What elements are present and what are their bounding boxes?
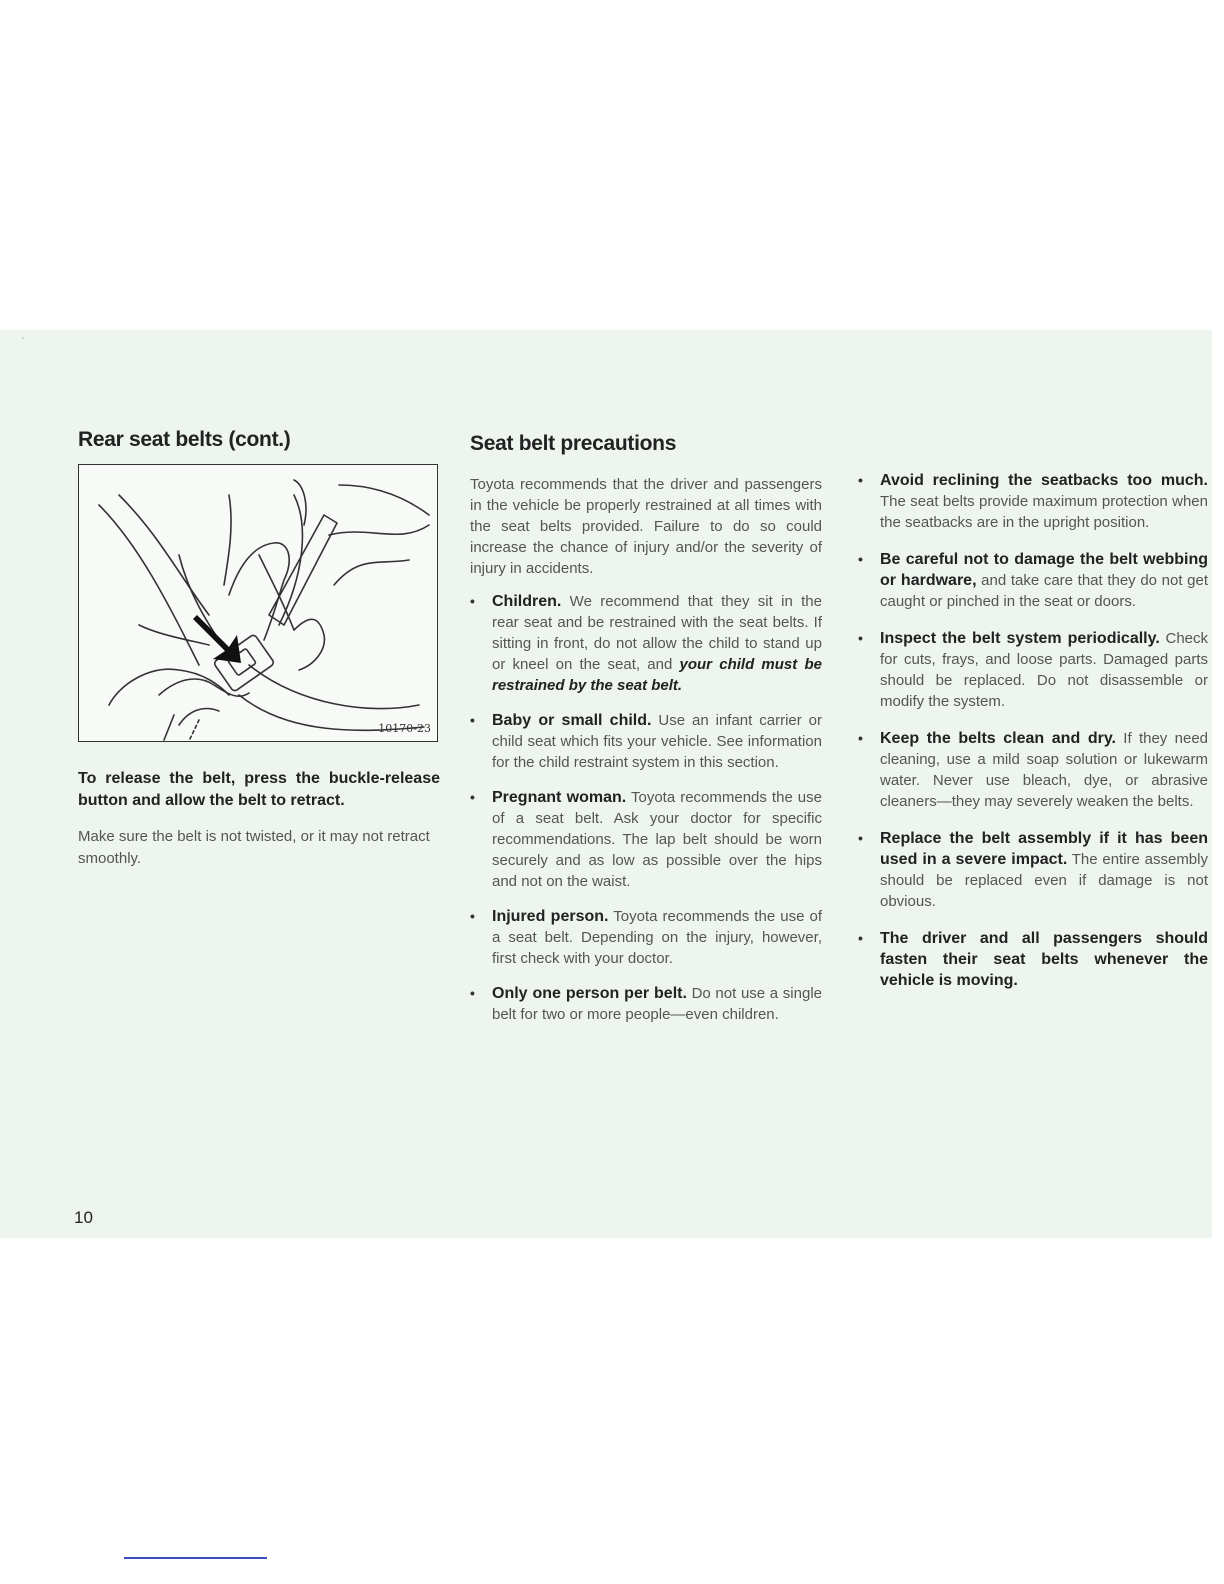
list-item: • Pregnant woman. Toyota recommends the use of a seat belt. Ask your doctor for specific recommendations. The lap belt should be worn securely and as low as possible over the hips and not on the waist. [470,789,822,890]
divider [124,1557,267,1559]
scan-mark: ' [22,336,24,347]
list-item: • Replace the belt assembly if it has been used in a severe impact. The entire assembly should be replaced even if damage is not obvious. [858,830,1208,910]
list-item: • Only one person per belt. Do not use a single belt for two or more people—even children. [470,985,822,1023]
bullet-icon: • [858,730,863,746]
list-item: • Children. We recommend that they sit in the rear seat and be restrained with the seat belts. If sitting in front, do not allow the child to stand up or kneel on the seat, and your child must be restrained by the seat belt. [470,593,822,694]
section-heading-precautions: Seat belt precautions [470,432,677,455]
left-column [78,428,440,870]
list-item: • Inspect the belt system periodically. Check for cuts, frays, and loose parts. Damaged parts should be replaced. Do not disassemble or modify the system. [858,630,1208,710]
list-item: • Baby or small child. Use an infant carrier or child seat which fits your vehicle. See information for the child restraint system in this section. [470,712,823,771]
list-item: • Be careful not to damage the belt webbing or hardware, and take care that they do not get caught or pinched in the seat or doors. [858,551,1208,610]
bullet-icon: • [470,985,475,1001]
list-item: • Avoid reclining the seatbacks too much. The seat belts provide maximum protection when the seatbacks are in the upright position. [858,472,1208,531]
retract-note: Make sure the belt is not twisted, or it may not retract smoothly. [78,828,430,867]
figure-code: 10170-23 [378,722,431,735]
bullet-icon: • [858,551,863,567]
list-item: • The driver and all passengers should fasten their seat belts whenever the vehicle is moving. [858,930,1208,989]
bullet-icon: • [858,930,863,946]
right-column [858,470,1208,1007]
precaution-list-continued [858,470,1208,991]
hands-buckle-drawing [79,465,437,741]
bullet-icon: • [470,789,475,805]
list-item: • Injured person. Toyota recommends the use of a seat belt. Depending on the injury, however, first check with your doctor. [470,908,822,967]
page-number: 10 [74,1208,93,1227]
list-item: • Keep the belts clean and dry. If they need cleaning, use a mild soap solution or lukewarm water. Never use bleach, dye, or abrasive cleaners—they may severely weaken the belts. [858,730,1208,810]
bullet-icon: • [470,593,475,609]
release-instruction: To release the belt, press the buckle-release button and allow the belt to retract. [78,770,440,809]
bullet-icon: • [858,830,863,846]
precautions-intro: Toyota recommends that the driver and passengers in the vehicle be properly restrained at all times with the seat belts provided. Failure to do so could increase the chance of injury and/or the severity of injury in accidents. [470,476,822,577]
bullet-icon: • [858,472,863,488]
section-heading-rear-seat-belts: Rear seat belts (cont.) [78,428,291,451]
bullet-icon: • [858,630,863,646]
bullet-icon: • [470,908,475,924]
middle-column [470,432,822,1039]
bullet-icon: • [470,712,475,728]
precaution-list [470,591,822,1025]
release-belt-illustration [78,464,438,742]
